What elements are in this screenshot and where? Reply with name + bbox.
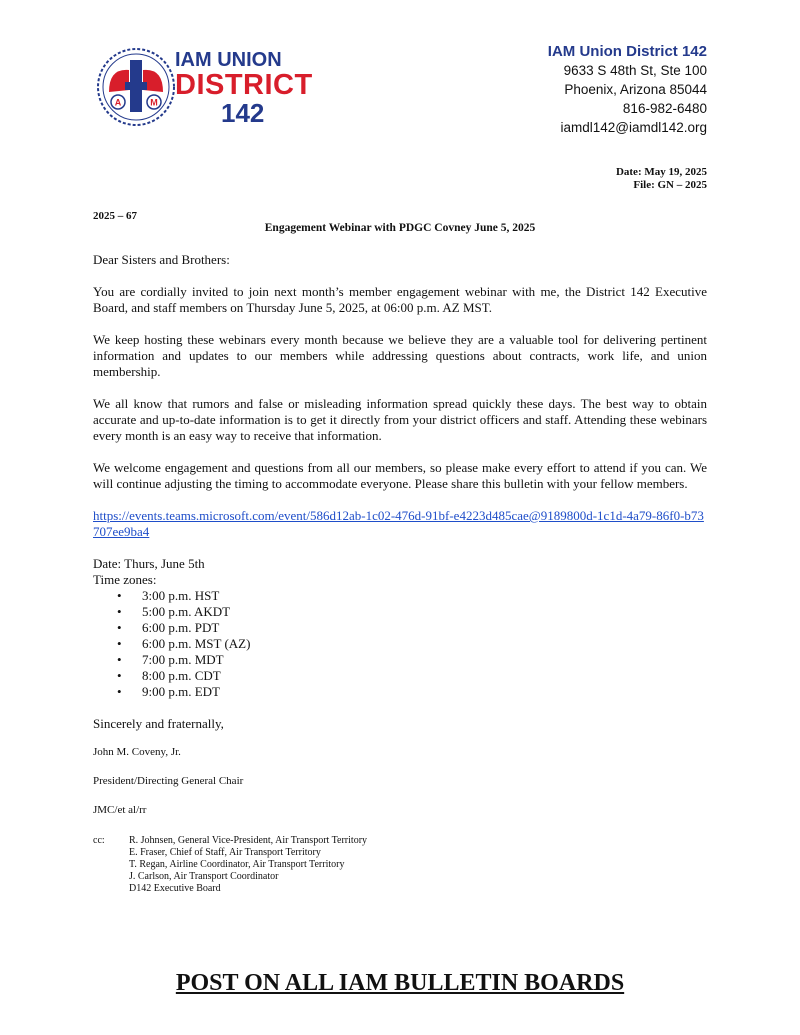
header-street: 9633 S 48th St, Ste 100	[563, 63, 707, 78]
timezone-item: • 6:00 p.m. MST (AZ)	[93, 636, 707, 652]
body-paragraph: We welcome engagement and questions from all our members, so please make every effort to attend if you can. We will continue adjusting the timing to accommodate everyone. Please share this bulletin with your fellow members.	[93, 460, 707, 491]
logo-line-1: IAM UNION	[175, 49, 282, 71]
logo-badge-right: M	[150, 97, 158, 108]
cc-item: R. Johnsen, General Vice-President, Air Transport Territory	[129, 835, 368, 846]
body-paragraph: You are cordially invited to join next month’s member engagement webinar with me, the District 142 Executive Board, and staff members on Thursday June 5, 2025, at 06:00 p.m. AZ MST.	[93, 284, 707, 315]
cc-list	[129, 835, 367, 895]
body-paragraph: We all know that rumors and false or misleading information spread quickly these days. The best way to obtain accurate and up-to-date information is to get it directly from your district officers and staff. Attending these webinars every month is an easy way to receive that information.	[93, 396, 707, 443]
timezone-item: • 7:00 p.m. MDT	[93, 652, 707, 668]
cc-item: E. Fraser, Chief of Staff, Air Transport Territory	[129, 847, 321, 858]
timezone-item: • 6:00 p.m. PDT	[93, 620, 707, 636]
cc-item: T. Regan, Airline Coordinator, Air Transport Territory	[129, 859, 345, 870]
timezone-list	[93, 588, 707, 700]
file-number: File: GN – 2025	[633, 179, 707, 191]
bulletin-number: 2025 – 67	[93, 210, 137, 222]
logo-wordmark	[175, 50, 313, 126]
letter-date: Date: May 19, 2025	[615, 166, 707, 178]
initials: JMC/et al/rr	[93, 804, 147, 816]
logo-line-3: 142	[221, 98, 265, 128]
cc-item: J. Carlson, Air Transport Coordinator	[129, 871, 279, 882]
cc-block	[93, 835, 707, 895]
signer-name: John M. Coveny, Jr.	[93, 746, 181, 758]
webinar-link[interactable]: https://events.teams.microsoft.com/event/586d12ab-1c02-476d-91bf-e4223d485cae@9189800d-1c1d-4a79-86f0-b73707ee9ba4	[93, 508, 704, 539]
cc-label: cc:	[93, 835, 105, 846]
header-org-name: IAM Union District 142	[547, 43, 707, 60]
timezones-label: Time zones:	[93, 572, 157, 587]
header-phone: 816-982-6480	[622, 101, 707, 116]
signer-title: President/Directing General Chair	[93, 775, 244, 787]
cc-item: D142 Executive Board	[129, 883, 221, 894]
header-city: Phoenix, Arizona 85044	[564, 82, 707, 97]
timezone-item: • 3:00 p.m. HST	[93, 588, 707, 604]
letter-body	[93, 252, 707, 895]
logo-badge-left: A	[114, 97, 122, 108]
date-file-block	[616, 166, 707, 192]
timezone-item: • 5:00 p.m. AKDT	[93, 604, 707, 620]
footer-notice: POST ON ALL IAM BULLETIN BOARDS	[175, 970, 625, 996]
timezone-item: • 9:00 p.m. EDT	[93, 684, 707, 700]
header-address	[548, 42, 707, 137]
timezone-item: • 8:00 p.m. CDT	[93, 668, 707, 684]
gear-emblem-icon	[95, 46, 177, 128]
header-email: iamdl142@iamdl142.org	[560, 120, 707, 135]
event-date: Date: Thurs, June 5th	[93, 556, 205, 571]
subject-line: Engagement Webinar with PDGC Covney June 5, 2025	[264, 222, 536, 234]
salutation: Dear Sisters and Brothers:	[93, 252, 230, 267]
logo-line-2: DISTRICT	[175, 69, 313, 101]
body-paragraph: We keep hosting these webinars every month because we believe they are a valuable tool for delivering pertinent information and updates to our members while addressing questions about contracts, work life, and union membership.	[93, 332, 707, 379]
closing: Sincerely and fraternally,	[93, 716, 224, 731]
